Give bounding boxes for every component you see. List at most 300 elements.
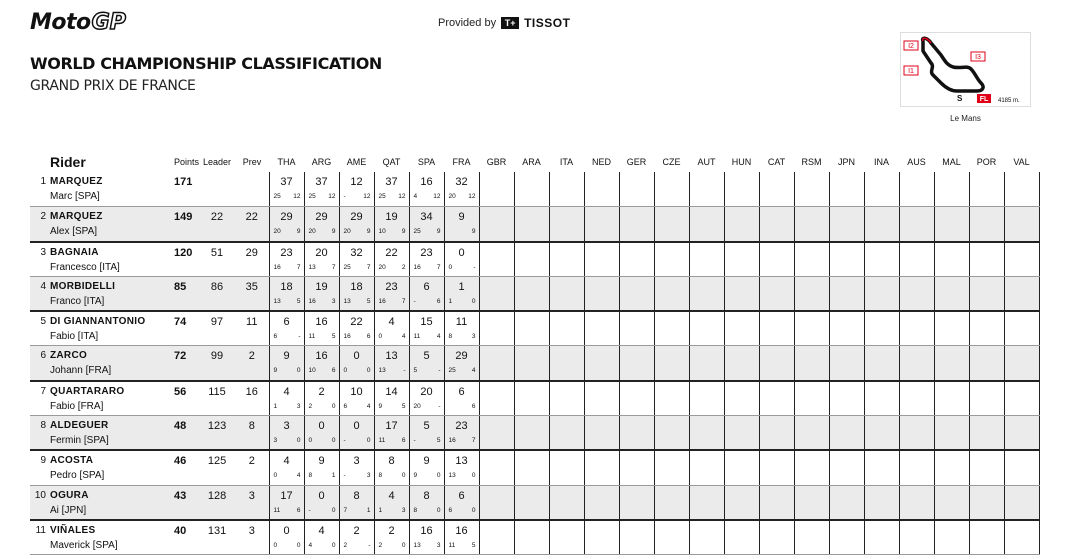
race-total-points: 8 [423, 489, 430, 502]
race-points: 5 [401, 402, 406, 410]
sprint-points: 13 [343, 297, 351, 305]
race-result-rsm [794, 346, 829, 381]
race-result-arg [304, 276, 339, 311]
rider-points: 46 [166, 450, 199, 485]
race-total-points: 29 [315, 211, 328, 224]
rider-position: 5 [40, 316, 46, 328]
sprint-points: 11 [413, 333, 421, 341]
race-points: 5 [366, 297, 371, 305]
race-result-arg [304, 485, 339, 520]
race-result-aut [689, 242, 724, 277]
race-result-jpn [829, 485, 864, 520]
sprint-points: 6 [448, 506, 453, 514]
race-result-val [1004, 346, 1039, 381]
rider-position: 2 [40, 211, 46, 223]
sprint-points: 11 [448, 541, 456, 549]
rider-cell [30, 346, 166, 381]
column-header-race-ger: GER [626, 157, 647, 167]
rider-cell [30, 381, 166, 416]
race-points: 9 [436, 228, 441, 236]
race-points: 6 [366, 333, 371, 341]
race-total-points: 23 [420, 246, 433, 259]
race-total-points: 13 [385, 350, 398, 363]
race-points: - [403, 367, 406, 375]
sprint-points: 25 [413, 228, 421, 236]
race-result-arg [304, 520, 339, 555]
race-result-spa [409, 450, 444, 485]
race-result-tha [269, 207, 304, 242]
table-row [30, 311, 1039, 346]
track-length: 4185 m. [998, 98, 1020, 104]
race-result-aut [689, 346, 724, 381]
sprint-points: 16 [273, 263, 281, 271]
race-result-jpn [829, 276, 864, 311]
race-result-aus [899, 520, 934, 555]
rider-cell [30, 450, 166, 485]
race-total-points: 16 [420, 176, 433, 188]
race-total-points: 34 [420, 211, 433, 224]
race-total-points: 16 [455, 524, 468, 537]
race-result-jpn [829, 311, 864, 346]
race-points: 5 [296, 297, 301, 305]
gap-to-previous: 8 [235, 416, 269, 451]
race-result-spa [409, 416, 444, 451]
race-result-val [1004, 381, 1039, 416]
race-points: 3 [296, 402, 301, 410]
race-result-qat [374, 311, 409, 346]
race-points: 1 [331, 472, 336, 480]
rider-cell [30, 311, 166, 346]
race-result-ina [864, 242, 899, 277]
race-result-ned [584, 346, 619, 381]
rider-cell [30, 276, 166, 311]
race-result-val [1004, 242, 1039, 277]
race-result-ina [864, 311, 899, 346]
sprint-points: 0 [448, 263, 453, 271]
sprint-points: - [343, 193, 346, 200]
race-result-qat [374, 172, 409, 207]
sprint-points: 16 [308, 297, 316, 305]
race-result-mal [934, 172, 969, 207]
race-result-ned [584, 381, 619, 416]
race-points: 5 [331, 333, 336, 341]
race-result-cat [759, 276, 794, 311]
race-result-ara [514, 172, 549, 207]
sprint-points: 20 [273, 228, 281, 236]
race-result-ara [514, 450, 549, 485]
sprint-points: 1 [378, 506, 383, 514]
race-total-points: 22 [385, 246, 398, 259]
race-total-points: 5 [423, 350, 430, 363]
race-result-arg [304, 450, 339, 485]
race-result-qat [374, 450, 409, 485]
race-points: 0 [331, 437, 336, 445]
race-result-hun [724, 276, 759, 311]
race-result-mal [934, 311, 969, 346]
race-result-aus [899, 346, 934, 381]
race-result-gbr [479, 311, 514, 346]
rider-cell [30, 485, 166, 520]
race-result-aus [899, 450, 934, 485]
race-total-points: 20 [315, 246, 328, 259]
race-result-ina [864, 381, 899, 416]
table-row [30, 485, 1039, 520]
rider-points: 48 [166, 416, 199, 451]
race-total-points: 3 [283, 420, 290, 433]
rider-firstname-nation: Alex [SPA] [50, 226, 98, 238]
race-result-por [969, 242, 1004, 277]
race-result-por [969, 450, 1004, 485]
race-result-cze [654, 450, 689, 485]
race-result-ita [549, 346, 584, 381]
race-result-rsm [794, 172, 829, 207]
sprint-points: 9 [413, 472, 418, 480]
race-result-jpn [829, 416, 864, 451]
race-result-ned [584, 520, 619, 555]
race-result-hun [724, 207, 759, 242]
race-result-qat [374, 520, 409, 555]
race-points: 12 [293, 193, 301, 200]
race-result-aut [689, 276, 724, 311]
race-result-aut [689, 207, 724, 242]
race-total-points: 16 [420, 524, 433, 537]
column-header-race-spa: SPA [417, 157, 436, 167]
race-result-ara [514, 381, 549, 416]
column-header-race-tha: THA [277, 157, 296, 167]
table-row [30, 207, 1039, 242]
table-row [30, 450, 1039, 485]
race-total-points: 16 [315, 350, 328, 363]
race-result-aut [689, 416, 724, 451]
race-result-cat [759, 450, 794, 485]
gap-to-leader: 99 [199, 346, 235, 381]
race-result-ned [584, 311, 619, 346]
race-result-cat [759, 416, 794, 451]
race-result-rsm [794, 485, 829, 520]
motogp-logo [30, 10, 126, 34]
sprint-points: 0 [378, 333, 383, 341]
race-result-fra [444, 276, 479, 311]
race-result-cat [759, 172, 794, 207]
race-total-points: 0 [318, 489, 325, 502]
race-result-tha [269, 346, 304, 381]
gap-to-previous: 29 [235, 242, 269, 277]
race-result-ame [339, 485, 374, 520]
sprint-points: 6 [273, 333, 278, 341]
race-points: 12 [398, 193, 406, 200]
sprint-points: 25 [343, 263, 351, 271]
column-header-prev: Prev [242, 157, 262, 167]
race-result-ger [619, 311, 654, 346]
column-header-race-qat: QAT [382, 157, 401, 167]
race-total-points: 15 [420, 316, 433, 329]
table-row [30, 381, 1039, 416]
race-result-qat [374, 346, 409, 381]
race-total-points: 8 [388, 455, 395, 468]
sprint-points: 20 [378, 263, 386, 271]
table-header-row [30, 152, 1039, 172]
gap-to-previous: 16 [235, 381, 269, 416]
race-total-points: 2 [388, 524, 395, 537]
race-result-fra [444, 346, 479, 381]
start-label: S [957, 94, 963, 103]
sprint-points: 25 [308, 193, 316, 200]
race-result-aut [689, 381, 724, 416]
race-total-points: 17 [280, 489, 293, 502]
race-result-hun [724, 450, 759, 485]
column-header-race-ame: AME [346, 157, 367, 167]
race-points: 0 [296, 541, 301, 549]
column-header-race-ned: NED [592, 157, 612, 167]
sprint-points: 9 [273, 367, 278, 375]
race-points: 0 [296, 437, 301, 445]
sprint-points: - [343, 472, 346, 480]
race-total-points: 16 [315, 316, 328, 329]
race-result-qat [374, 416, 409, 451]
gap-to-leader: 123 [199, 416, 235, 451]
sector-label-i3: I3 [975, 54, 981, 61]
race-total-points: 9 [458, 211, 465, 224]
sprint-points: 2 [378, 541, 383, 549]
race-result-jpn [829, 520, 864, 555]
rider-firstname-nation: Ai [JPN] [50, 504, 87, 516]
race-result-cze [654, 485, 689, 520]
race-result-ger [619, 381, 654, 416]
race-total-points: 4 [283, 385, 290, 398]
race-result-ger [619, 416, 654, 451]
rider-cell [30, 172, 166, 207]
race-result-spa [409, 520, 444, 555]
sprint-points: 20 [413, 402, 421, 410]
race-result-tha [269, 242, 304, 277]
race-result-val [1004, 450, 1039, 485]
race-total-points: 4 [388, 489, 395, 502]
rider-firstname-nation: Maverick [SPA] [50, 539, 118, 551]
table-row [30, 416, 1039, 451]
race-result-hun [724, 381, 759, 416]
race-result-cat [759, 242, 794, 277]
race-result-ita [549, 242, 584, 277]
sprint-points: 1 [448, 297, 453, 305]
race-points: 12 [433, 193, 441, 200]
sprint-points: 2 [308, 402, 313, 410]
race-total-points: 6 [283, 316, 290, 329]
race-result-ame [339, 346, 374, 381]
gap-to-leader: 131 [199, 520, 235, 555]
race-result-aut [689, 172, 724, 207]
race-result-tha [269, 276, 304, 311]
race-total-points: 32 [350, 246, 363, 259]
race-result-fra [444, 207, 479, 242]
race-points: 4 [366, 402, 371, 410]
race-points: 0 [366, 367, 371, 375]
gap-to-leader: 97 [199, 311, 235, 346]
race-result-gbr [479, 485, 514, 520]
race-result-ned [584, 207, 619, 242]
race-result-ita [549, 172, 584, 207]
gap-to-leader: 22 [199, 207, 235, 242]
track-map-icon [901, 33, 1032, 108]
race-result-cze [654, 242, 689, 277]
table-row [30, 172, 1039, 207]
finish-line-label: FL [979, 96, 989, 103]
race-result-por [969, 172, 1004, 207]
race-result-qat [374, 276, 409, 311]
rider-surname: OGURA [50, 489, 89, 501]
race-result-rsm [794, 381, 829, 416]
race-total-points: 19 [315, 280, 328, 293]
rider-surname: VIÑALES [50, 524, 96, 536]
rider-surname: ACOSTA [50, 455, 94, 467]
race-result-mal [934, 242, 969, 277]
rider-firstname-nation: Fermin [SPA] [50, 435, 109, 447]
race-result-val [1004, 207, 1039, 242]
race-total-points: 6 [423, 280, 430, 293]
race-result-qat [374, 242, 409, 277]
race-result-mal [934, 450, 969, 485]
sprint-points: 16 [448, 437, 456, 445]
tissot-cross-icon: T+ [501, 17, 519, 29]
column-header-race-por: POR [976, 157, 997, 167]
race-points: 0 [401, 472, 406, 480]
race-result-ned [584, 485, 619, 520]
column-header-race-aus: AUS [907, 157, 926, 167]
race-total-points: 2 [318, 385, 325, 398]
race-total-points: 23 [280, 246, 293, 259]
sprint-points: 0 [343, 367, 348, 375]
sprint-points: 0 [273, 472, 278, 480]
race-total-points: 5 [423, 420, 430, 433]
race-result-ara [514, 346, 549, 381]
sprint-points: 8 [413, 506, 418, 514]
rider-firstname-nation: Fabio [FRA] [50, 400, 104, 412]
rider-surname: BAGNAIA [50, 246, 99, 258]
race-total-points: 0 [458, 246, 465, 259]
race-result-ita [549, 520, 584, 555]
rider-points: 171 [166, 172, 199, 207]
race-result-ara [514, 242, 549, 277]
sprint-points: 13 [413, 541, 421, 549]
race-result-mal [934, 485, 969, 520]
rider-points: 120 [166, 242, 199, 277]
sprint-points: 13 [273, 297, 281, 305]
sprint-points: 2 [343, 541, 348, 549]
race-result-ita [549, 416, 584, 451]
gap-to-leader [199, 172, 235, 207]
race-result-ame [339, 172, 374, 207]
sprint-points: 25 [378, 193, 386, 200]
race-result-ina [864, 172, 899, 207]
race-total-points: 22 [350, 316, 363, 329]
race-result-ame [339, 416, 374, 451]
gap-to-previous: 3 [235, 485, 269, 520]
race-total-points: 29 [280, 211, 293, 224]
provided-by-label: Provided by [438, 17, 497, 29]
sprint-points: 20 [308, 228, 316, 236]
race-total-points: 37 [280, 176, 293, 188]
race-points: 7 [401, 297, 406, 305]
race-result-por [969, 485, 1004, 520]
sector-label-i1: I1 [908, 68, 914, 75]
race-result-cze [654, 207, 689, 242]
column-header-race-jpn: JPN [838, 157, 856, 167]
column-header-race-ara: ARA [522, 157, 541, 167]
sprint-points: 4 [308, 541, 313, 549]
race-result-ina [864, 450, 899, 485]
race-result-val [1004, 172, 1039, 207]
sprint-points: 4 [413, 193, 418, 200]
race-result-val [1004, 485, 1039, 520]
race-result-ina [864, 520, 899, 555]
race-points: 0 [471, 506, 476, 514]
race-result-spa [409, 242, 444, 277]
race-result-arg [304, 172, 339, 207]
rider-firstname-nation: Franco [ITA] [50, 295, 105, 307]
race-result-cze [654, 172, 689, 207]
race-points: 9 [401, 228, 406, 236]
rider-cell [30, 416, 166, 451]
race-result-spa [409, 311, 444, 346]
race-result-ina [864, 346, 899, 381]
race-total-points: 6 [458, 489, 465, 502]
race-result-hun [724, 485, 759, 520]
race-points: 5 [471, 541, 476, 549]
table-row [30, 276, 1039, 311]
race-result-fra [444, 450, 479, 485]
gap-to-previous: 22 [235, 207, 269, 242]
race-points: 4 [401, 333, 406, 341]
race-points: 7 [471, 437, 476, 445]
race-result-jpn [829, 172, 864, 207]
race-result-gbr [479, 276, 514, 311]
sprint-points: 11 [378, 437, 386, 445]
race-total-points: 9 [283, 350, 290, 363]
column-header-race-cat: CAT [767, 157, 786, 167]
rider-position: 7 [40, 385, 46, 397]
race-result-arg [304, 311, 339, 346]
sprint-points: - [413, 437, 416, 445]
race-result-arg [304, 416, 339, 451]
gap-to-leader: 86 [199, 276, 235, 311]
race-result-rsm [794, 311, 829, 346]
rider-position: 10 [34, 489, 46, 501]
column-header-race-ita: ITA [559, 157, 574, 167]
race-result-ara [514, 485, 549, 520]
race-result-ina [864, 485, 899, 520]
race-total-points: 2 [353, 524, 360, 537]
rider-surname: ZARCO [50, 350, 88, 362]
race-result-por [969, 381, 1004, 416]
race-result-val [1004, 276, 1039, 311]
race-points: 1 [366, 506, 371, 514]
column-header-points: Points [174, 157, 200, 167]
race-result-ara [514, 520, 549, 555]
rider-firstname-nation: Pedro [SPA] [50, 470, 105, 482]
race-result-aus [899, 276, 934, 311]
rider-position: 8 [40, 420, 46, 432]
rider-surname: QUARTARARO [50, 385, 125, 397]
race-total-points: 9 [423, 455, 430, 468]
race-result-fra [444, 311, 479, 346]
rider-surname: MARQUEZ [50, 211, 103, 223]
race-points: - [473, 263, 476, 271]
logo-gp-text: GP [91, 9, 126, 35]
sprint-points: 8 [308, 472, 313, 480]
race-total-points: 29 [455, 350, 468, 363]
race-points: - [438, 367, 441, 375]
rider-cell [30, 520, 166, 555]
classification-table [30, 152, 1040, 555]
